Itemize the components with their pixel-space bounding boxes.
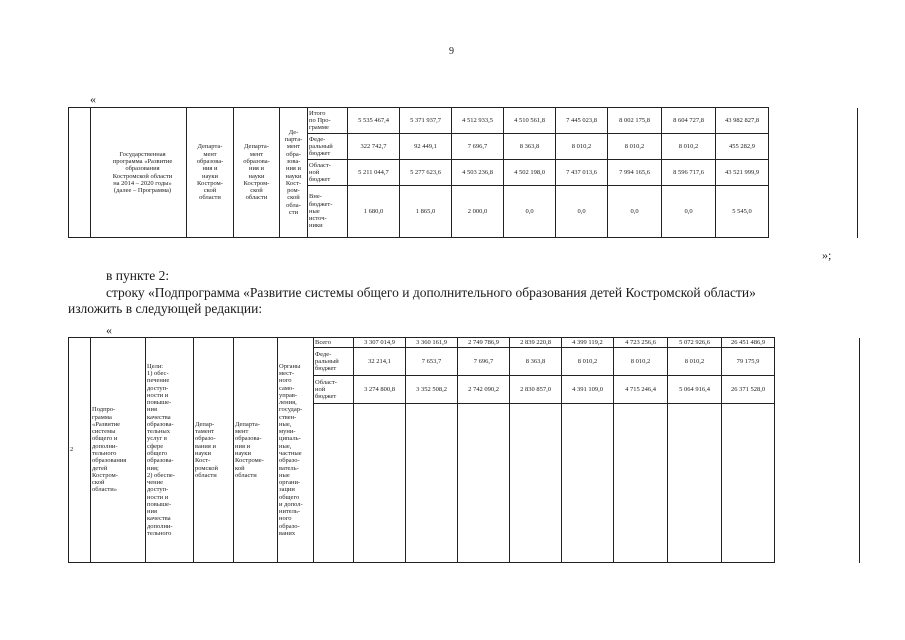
program-funding-table (68, 107, 858, 238)
t1-cell: 4 502 198,0 (504, 160, 556, 186)
t1-cell: 43 982 827,8 (716, 108, 769, 134)
t1-cell: 8 010,2 (662, 134, 716, 160)
t1-cell: 5 371 937,7 (400, 108, 452, 134)
t1-cell: 7 437 013,6 (556, 160, 608, 186)
t2-cell: 3 274 800,8 (354, 376, 406, 404)
t1-cell: 2 000,0 (452, 186, 504, 238)
t2-row-label: Феде- ральный бюджет (314, 348, 354, 376)
text-line-2: строку «Подпрограмма «Развитие системы общего и дополнительного образования детей Костромской области» (106, 285, 756, 300)
page-number: 9 (449, 46, 454, 57)
t1-program-name: Государственная программа «Развитие образования Костромской области на 2014 – 2020 годы» (далее – Программа) (91, 108, 187, 238)
t2-cell: 5 064 916,4 (668, 376, 722, 404)
t2-cell: 26 451 486,9 (722, 338, 775, 348)
text-line-3: изложить в следующей редакции: (68, 301, 263, 316)
t1-cell: 7 696,7 (452, 134, 504, 160)
t2-empty-cell (458, 404, 510, 563)
t2-cell: 26 371 528,0 (722, 376, 775, 404)
t2-empty-cell (314, 404, 354, 563)
t1-cell: 8 010,2 (556, 134, 608, 160)
t1-cell: 455 282,9 (716, 134, 769, 160)
t1-coexecutor-3: Де- парта- мент обра- зова- ния и науки Кост- ром- ской обла- сти (280, 108, 308, 238)
t2-cell: 7 653,7 (406, 348, 458, 376)
t2-empty-cell (614, 404, 668, 563)
t1-cell: 5 545,0 (716, 186, 769, 238)
t2-empty-cell (406, 404, 458, 563)
t2-cell: 4 723 256,6 (614, 338, 668, 348)
t2-row-total (69, 338, 860, 348)
t1-cell: 8 596 717,6 (662, 160, 716, 186)
t2-empty-cell (562, 404, 614, 563)
t2-empty-cell (354, 404, 406, 563)
t1-cell: 7 994 165,6 (608, 160, 662, 186)
t1-row-label: Феде- ральный бюджет (308, 134, 348, 160)
t2-num: 2 (69, 338, 91, 563)
close-quote: »; (822, 248, 832, 262)
t2-cell: 8 363,8 (510, 348, 562, 376)
subprogram-funding-table (68, 337, 860, 563)
t2-cell: 2 742 090,2 (458, 376, 510, 404)
t2-cell: 4 399 119,2 (562, 338, 614, 348)
t1-row-label: Вне- бюджет- ные источ- ники (308, 186, 348, 238)
t1-cell: 4 503 236,8 (452, 160, 504, 186)
t2-goals: Цели: 1) обес- печение доступ- ности и повыше- ния качества образова- тельных услуг в сфере общего образова- ния; 2) обеспе- чение доступ- ности и повыше- ния качества дополни- тельного (146, 338, 194, 563)
t2-cell: 2 830 857,0 (510, 376, 562, 404)
t1-row-label: Итого по Про- грамме (308, 108, 348, 134)
t2-cell: 5 072 926,6 (668, 338, 722, 348)
t1-cell: 1 680,0 (348, 186, 400, 238)
t1-coexecutor-2: Департа- мент образова- ния и науки Костром- ской области (234, 108, 280, 238)
t1-cell: 0,0 (608, 186, 662, 238)
t2-subprogram-name: Подпро- грамма «Развитие системы общего и дополни- тельного образования детей Костром- ской области» (91, 338, 146, 563)
t2-cell: 3 307 014,9 (354, 338, 406, 348)
t1-cell: 1 865,0 (400, 186, 452, 238)
t2-right-blank (775, 338, 860, 563)
t1-cell: 8 604 727,8 (662, 108, 716, 134)
t2-empty-cell (668, 404, 722, 563)
t2-executor-3: Органы мест- ного само- управ- ления, государ- ствен- ные, муни- ципаль- ные, частные образо- ватель- ные органи- зации общего и допол- нитель- ного образо- ваних (278, 338, 314, 563)
t2-cell: 3 352 508,2 (406, 376, 458, 404)
t2-row-label: Всего (314, 338, 354, 348)
t1-cell: 8 010,2 (608, 134, 662, 160)
t1-cell: 8 363,8 (504, 134, 556, 160)
t1-cell: 43 521 999,9 (716, 160, 769, 186)
t2-cell: 8 010,2 (614, 348, 668, 376)
t2-cell: 4 715 246,4 (614, 376, 668, 404)
t2-cell: 8 010,2 (562, 348, 614, 376)
t1-cell: 0,0 (662, 186, 716, 238)
t2-cell: 4 391 109,0 (562, 376, 614, 404)
t2-empty-cell (722, 404, 775, 563)
t1-coexecutor-1: Департа- мент образова- ния и науки Костром- ской области (187, 108, 234, 238)
t1-row-total (69, 108, 858, 134)
t1-cell: 0,0 (504, 186, 556, 238)
t1-cell: 7 445 023,8 (556, 108, 608, 134)
t1-cell: 5 211 044,7 (348, 160, 400, 186)
t1-cell: 4 510 561,8 (504, 108, 556, 134)
t1-cell: 322 742,7 (348, 134, 400, 160)
t1-row-label: Област- ной бюджет (308, 160, 348, 186)
t1-num-cell (69, 108, 91, 238)
t1-cell: 5 277 623,6 (400, 160, 452, 186)
t2-cell: 3 360 161,9 (406, 338, 458, 348)
open-quote-top: « (90, 92, 96, 106)
t1-cell: 8 002 175,8 (608, 108, 662, 134)
t2-executor-2: Департа- мент образова- ния и науки Костроме- кой области (234, 338, 278, 563)
text-line-1: в пункте 2: (106, 268, 170, 283)
t2-cell: 2 839 220,8 (510, 338, 562, 348)
t2-cell: 32 214,1 (354, 348, 406, 376)
t2-cell: 2 749 786,9 (458, 338, 510, 348)
open-quote-bottom: « (106, 323, 112, 337)
t2-row-label: Област- ной бюджет (314, 376, 354, 404)
t1-cell: 5 535 467,4 (348, 108, 400, 134)
t1-cell: 4 512 933,5 (452, 108, 504, 134)
t1-cell: 0,0 (556, 186, 608, 238)
t1-right-blank (769, 108, 858, 238)
t1-cell: 92 449,1 (400, 134, 452, 160)
t2-executor-1: Депар- тамент образо- вания и науки Кост- ромской области (194, 338, 234, 563)
t2-cell: 79 175,9 (722, 348, 775, 376)
t2-cell: 8 010,2 (668, 348, 722, 376)
t2-cell: 7 696,7 (458, 348, 510, 376)
t2-empty-cell (510, 404, 562, 563)
